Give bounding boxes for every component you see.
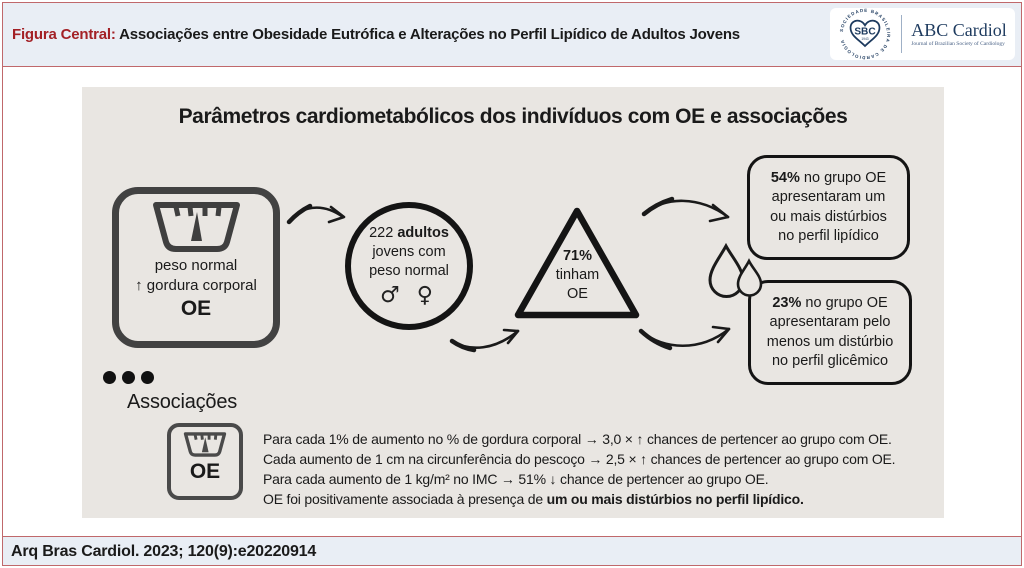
triangle-text [520, 247, 635, 304]
outcome-lipid-text [762, 169, 895, 246]
outcome-lipid-rest: no grupo OE apresentaram um ou mais distúrbios no perfil lipídico [770, 170, 887, 244]
figure-title-label: Figura Central: [12, 25, 116, 43]
abc-cardiol-title: ABC Cardiol [911, 19, 1007, 40]
sample-circle [345, 202, 473, 330]
sbc-logo-icon [838, 7, 892, 61]
mini-scale-dial-icon [182, 432, 228, 457]
triangle-line3: OE [567, 285, 588, 302]
association-line-3: Para cada aumento de 1 kg/m² no IMC → 51% ↓ chance de pertencer ao grupo OE. [263, 471, 769, 487]
mini-scale-badge [167, 423, 243, 500]
association-line-4 [263, 489, 948, 509]
scale-card-line2: ↑ gordura corporal [135, 277, 257, 295]
scale-card-abbr: OE [180, 296, 212, 320]
sample-count-line [369, 224, 449, 243]
association-line-1: Para cada 1% de aumento no % de gordura corporal → 3,0 × ↑ chances de pertencer ao grupo com OE. [263, 431, 892, 447]
abc-cardiol-subtitle: Journal of Brazilian Society of Cardiology [911, 40, 1005, 47]
scale-dial-icon [149, 201, 244, 253]
body-scale-card [112, 187, 280, 348]
journal-logo-box [830, 8, 1015, 60]
male-female-icon: ♂ ♀ [380, 282, 438, 308]
sample-line3: peso normal [369, 262, 449, 279]
dot [122, 371, 135, 384]
ellipsis-icon [103, 371, 154, 384]
association-line-4-bold: um ou mais distúrbios no perfil lipídico. [546, 491, 804, 507]
panel-title: Parâmetros cardiometabólicos dos indivíduos com OE e associações [178, 105, 848, 128]
association-line-4-prefix: OE foi positivamente associada à presença de [263, 491, 547, 507]
sbc-ring-text: SOCIEDADE BRASILEIRA DE CARDIOLOGIA [839, 7, 892, 61]
scale-card-line1: peso normal [154, 257, 238, 274]
figure-title [2, 26, 740, 43]
outcome-glycemic-box [748, 280, 912, 385]
logo-divider [901, 15, 902, 53]
association-findings [263, 429, 948, 509]
outcome-lipid-box [747, 155, 910, 260]
triangle-line2: tinham [555, 266, 600, 283]
abc-cardiol-logo [911, 21, 1007, 48]
mini-scale-abbr: OE [189, 460, 221, 483]
outcome-glycemic-pct: 23% [772, 295, 802, 312]
citation: Arq Bras Cardiol. 2023; 120(9):e20220914 [11, 542, 317, 560]
dot [103, 371, 116, 384]
sample-line2: jovens com [372, 244, 446, 261]
outcome-glycemic-rest: no grupo OE apresentaram pelo menos um distúrbio no perfil glicêmico [766, 295, 894, 369]
sample-count-label: adultos [397, 225, 449, 242]
sbc-acronym: SBC [854, 26, 876, 38]
outcome-glycemic-text [763, 294, 897, 371]
footer-bar [2, 536, 1022, 566]
dot [141, 371, 154, 384]
sample-count: 222 [369, 225, 394, 242]
figure-title-text: Associações entre Obesidade Eutrófica e Alterações no Perfil Lipídico de Adultos Jovens [119, 25, 740, 43]
sbc-year: 1943 [861, 36, 869, 41]
associations-heading: Associações [127, 391, 238, 413]
triangle-pct: 71% [562, 248, 593, 264]
droplets-icon [706, 243, 764, 309]
outcome-lipid-pct: 54% [770, 170, 800, 187]
header-bar [2, 2, 1022, 67]
association-line-2: Cada aumento de 1 cm na circunferência do pescoço → 2,5 × ↑ chances de pertencer ao grupo com OE. [263, 451, 896, 467]
